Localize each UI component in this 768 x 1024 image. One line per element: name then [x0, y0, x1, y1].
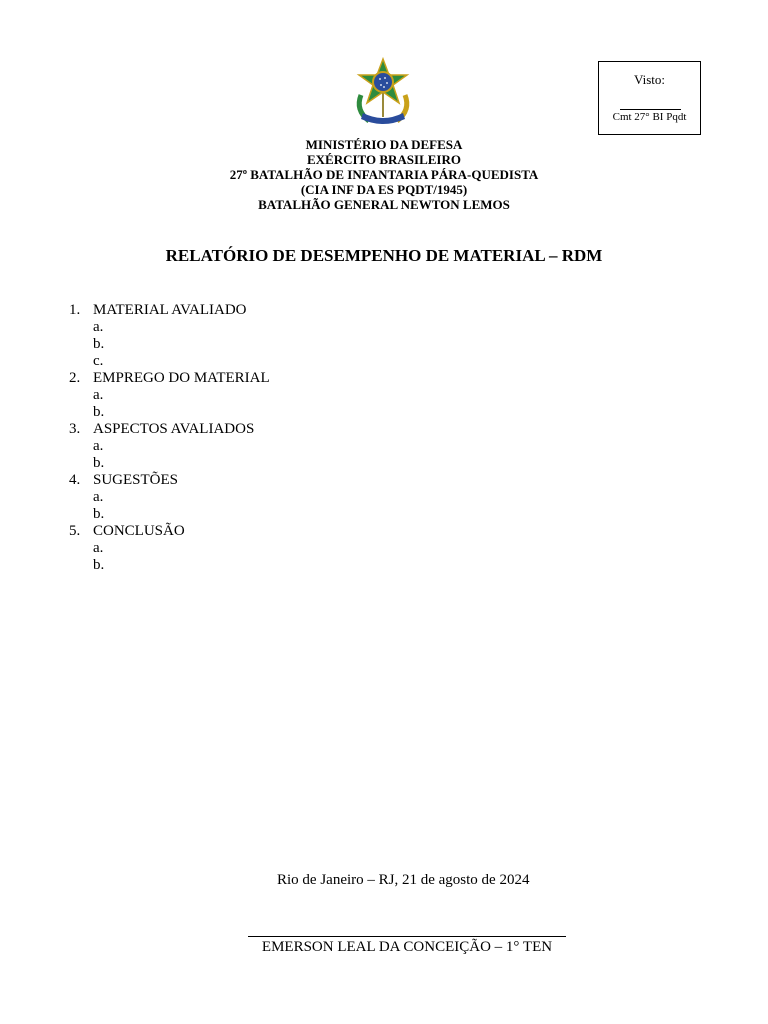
section-item: b. [93, 404, 105, 420]
section-number: 4. [69, 472, 81, 488]
section-label: ASPECTOS AVALIADOS [93, 421, 255, 437]
section-item: b. [93, 506, 105, 522]
section-item: b. [93, 455, 105, 471]
signer-name: EMERSON LEAL DA CONCEIÇÃO – 1° TEN [261, 939, 553, 955]
section-number: 2. [69, 370, 81, 386]
visto-box [598, 61, 701, 135]
header-army: EXÉRCITO BRASILEIRO [306, 152, 461, 167]
section-item: a. [93, 319, 104, 335]
visto-signer: Cmt 27° BI Pqdt [612, 111, 687, 123]
section-item: a. [93, 438, 104, 454]
section-label: SUGESTÕES [93, 472, 179, 488]
header-battalion-name: BATALHÃO GENERAL NEWTON LEMOS [258, 197, 510, 212]
header-battalion: 27º BATALHÃO DE INFANTARIA PÁRA-QUEDISTA [229, 167, 539, 182]
section-item: a. [93, 387, 104, 403]
report-sections [69, 302, 270, 574]
visto-label: Visto: [633, 72, 665, 87]
section-heading [69, 472, 270, 489]
section-label: CONCLUSÃO [93, 523, 185, 539]
section-heading [69, 421, 270, 438]
section-heading [69, 302, 270, 319]
section-item: b. [93, 336, 105, 352]
section-item: b. [93, 557, 105, 573]
section-item: a. [93, 540, 104, 556]
section-item: a. [93, 489, 104, 505]
section-number: 5. [69, 523, 81, 539]
section-heading [69, 523, 270, 540]
brazil-coat-of-arms-icon [351, 55, 415, 129]
section-label: EMPREGO DO MATERIAL [93, 370, 270, 386]
section-number: 3. [69, 421, 81, 437]
header-ministry: MINISTÉRIO DA DEFESA [305, 137, 463, 152]
document-title: RELATÓRIO DE DESEMPENHO DE MATERIAL – RDM [165, 246, 603, 265]
signature-line [248, 936, 566, 937]
section-number: 1. [69, 302, 81, 318]
header-company: (CIA INF DA ES PQDT/1945) [300, 182, 468, 197]
visto-signature-line [620, 109, 681, 110]
section-heading [69, 370, 270, 387]
place-and-date: Rio de Janeiro – RJ, 21 de agosto de 2024 [277, 872, 530, 888]
section-label: MATERIAL AVALIADO [93, 302, 247, 318]
document-header [0, 137, 768, 212]
section-item: c. [93, 353, 104, 369]
